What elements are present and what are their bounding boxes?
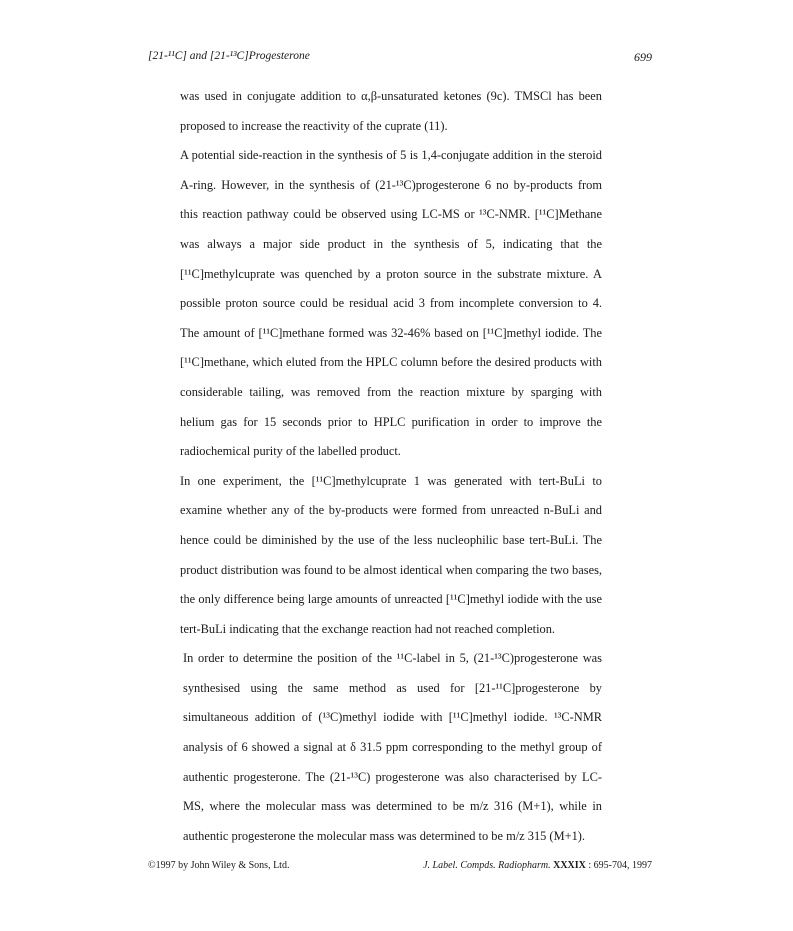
body-text (180, 82, 602, 851)
running-title: [21-¹¹C] and [21-¹³C]Progesterone (148, 50, 310, 62)
volume-number: XXXIX (553, 860, 586, 871)
pages-year: : 695-704, 1997 (588, 860, 652, 871)
page-number: 699 (634, 50, 652, 64)
paragraph-1: was used in conjugate addition to α,β-unsaturated ketones (9c). TMSCl has been proposed to increase the reactivity of the cuprate (11). (180, 89, 602, 133)
citation (423, 860, 652, 871)
copyright-notice: ©1997 by John Wiley & Sons, Ltd. (148, 860, 290, 871)
page-footer (148, 860, 652, 876)
paragraph-4: In order to determine the position of the ¹¹C-label in 5, (21-¹³C)progesterone was synthesised using the same method as used for [21-¹¹C]progesterone by simultaneous addition of (¹³C)methyl iodide with [¹¹C]methyl iodide. ¹³C-NMR analysis of 6 showed a signal at δ 31.5 ppm corresponding to the methyl group of authentic progesterone. The (21-¹³C) progesterone was also characterised by LC-MS, where the molecular mass was determined to be m/z 316 (M+1), while in authentic progesterone the molecular mass was determined to be m/z 315 (M+1). (183, 651, 602, 843)
journal-name: J. Label. Compds. Radiopharm. (423, 860, 551, 871)
paragraph-3: In one experiment, the [¹¹C]methylcuprate 1 was generated with tert-BuLi to examine whether any of the by-products were formed from unreacted n-BuLi and hence could be diminished by the use of the less nucleophilic base tert-BuLi. The product distribution was found to be almost identical when comparing the two bases, the only difference being large amounts of unreacted [¹¹C]methyl iodide with the use tert-BuLi indicating that the exchange reaction had not reached completion. (180, 473, 602, 636)
running-head (148, 50, 652, 66)
paragraph-2: A potential side-reaction in the synthesis of 5 is 1,4-conjugate addition in the steroid A-ring. However, in the synthesis of (21-¹³C)progesterone 6 no by-products from this reaction pathway could be observed using LC-MS or ¹³C-NMR. [¹¹C]Methane was always a major side product in the synthesis of 5, indicating that the [¹¹C]methylcuprate was quenched by a proton source in the substrate mixture. A possible proton source could be residual acid 3 from incomplete conversion to 4. The amount of [¹¹C]methane formed was 32-46% based on [¹¹C]methyl iodide. The [¹¹C]methane, which eluted from the HPLC column before the desired products with considerable tailing, was removed from the reaction mixture by sparging with helium gas for 15 seconds prior to HPLC purification in order to improve the radiochemical purity of the labelled product. (180, 148, 602, 459)
